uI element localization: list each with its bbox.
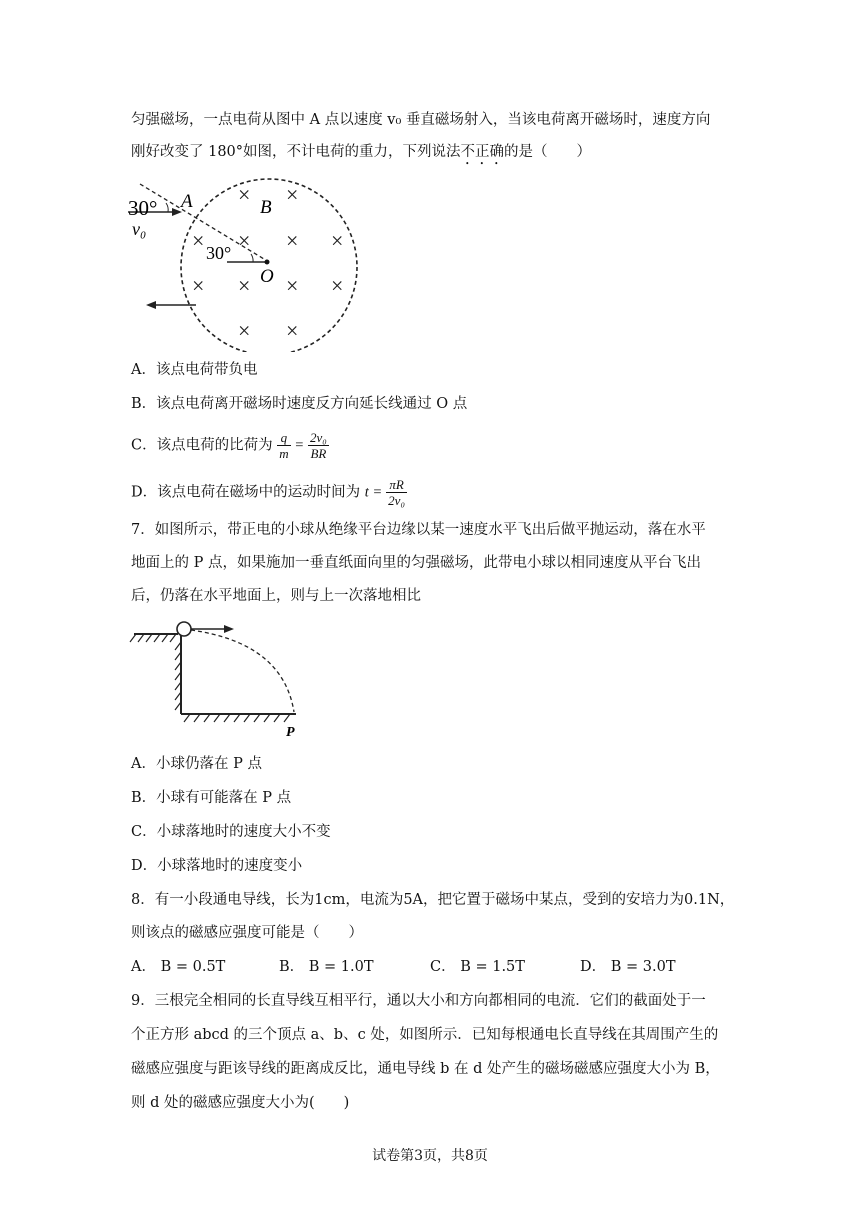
field-cross: × <box>286 318 299 343</box>
q6-stem-line-1: 匀强磁场，一点电荷从图中 A 点以速度 v₀ 垂直磁场射入，当该电荷离开磁场时，速度方向 <box>131 112 711 128</box>
q6-emphasis: 不正确 <box>460 144 505 160</box>
q6-stem-line-2 <box>131 142 591 168</box>
q8-option-a: A． B = 0.5T <box>131 959 226 975</box>
q6-option-c-rhs-fraction: $\frac{\text{2v₀}}{BR}$ <box>310 430 327 461</box>
q7-option-a: A．小球仍落在 P 点 <box>131 756 262 772</box>
q6-figure-magnetic-field <box>120 172 370 352</box>
q7-stem-line-2: 地面上的 P 点，如果施加一垂直纸面向里的匀强磁场，此带电小球以相同速度从平台飞出 <box>131 555 701 571</box>
q7-figure-platform <box>128 618 308 740</box>
field-cross: × <box>192 228 205 253</box>
field-cross: × <box>192 273 205 298</box>
q8-option-c: C． B = 1.5T <box>430 959 525 975</box>
page-footer: 试卷第3页，共8页 <box>372 1148 488 1164</box>
q6-stem-text: 刚好改变了 180°如图，不计电荷的重力，下列说法 <box>131 144 461 160</box>
q6-option-a: A．该点电荷带负电 <box>131 362 258 378</box>
field-cross: × <box>238 273 251 298</box>
field-cross: × <box>238 318 251 343</box>
q6-option-c-text: C．该点电荷的比荷为 <box>131 437 273 454</box>
q6-option-d-fraction: $\frac{\pi R}{\text{2v₀}}$ <box>388 477 405 508</box>
field-cross: × <box>286 273 299 298</box>
q8-option-d: D． B = 3.0T <box>580 959 676 975</box>
field-cross: × <box>238 228 251 253</box>
q7-option-b: B．小球有可能落在 P 点 <box>131 790 292 806</box>
q6-angle-left-label: 30° <box>128 196 158 220</box>
q6-center-o-label: O <box>260 266 274 287</box>
q6-option-d: D．该点电荷在磁场中的运动时间为 t = $\frac{\pi R}{\text{2v₀}}$ <box>131 477 405 508</box>
q6-field-b-label: B <box>260 197 272 218</box>
q9-stem-line-2: 个正方形 abcd 的三个顶点 a、b、c 处，如图所示．已知每根通电长直导线在其周围产生的 <box>131 1027 719 1043</box>
q9-stem-line-1: 9．三根完全相同的长直导线互相平行，通以大小和方向都相同的电流．它们的截面处于一 <box>131 993 706 1009</box>
q8-stem-line-1: 8．有一小段通电导线，长为1cm，电流为5A，把它置于磁场中某点，受到的安培力为0.1N， <box>131 892 735 908</box>
q6-option-d-text: D．该点电荷在磁场中的运动时间为 <box>131 484 361 501</box>
field-cross: × <box>331 273 344 298</box>
q7-stem-line-1: 7．如图所示，带正电的小球从绝缘平台边缘以某一速度水平飞出后做平抛运动，落在水平 <box>131 522 706 538</box>
field-cross: × <box>331 228 344 253</box>
q6-point-a-label: A <box>181 191 193 212</box>
field-cross: × <box>238 182 251 207</box>
field-cross: × <box>286 228 299 253</box>
q9-stem-line-3: 磁感应强度与距该导线的距离成反比，通电导线 b 在 d 处产生的磁场磁感应强度大小为 B， <box>131 1061 720 1077</box>
q6-v0-label: v₀ <box>132 219 147 239</box>
q6-angle-center-label: 30° <box>206 243 232 263</box>
q6-option-c-lhs-fraction: $\frac{q}{m}$ <box>279 430 289 461</box>
field-cross: × <box>286 182 299 207</box>
q6-option-b: B．该点电荷离开磁场时速度反方向延长线通过 O 点 <box>131 396 468 412</box>
q7-option-d: D．小球落地时的速度变小 <box>131 858 303 874</box>
q9-stem-line-4: 则 d 处的磁感应强度大小为( ) <box>131 1095 350 1111</box>
q8-stem-line-2: 则该点的磁感应强度可能是（ ） <box>131 925 363 941</box>
q7-point-p-label: P <box>286 725 295 740</box>
q6-option-c: C．该点电荷的比荷为 $\frac{q}{m}$ = $\frac{\text{2v₀}}{BR}$ <box>131 430 327 461</box>
q7-option-c: C．小球落地时的速度大小不变 <box>131 824 331 840</box>
q7-stem-line-3: 后，仍落在水平地面上，则与上一次落地相比 <box>131 588 421 604</box>
q8-option-b: B． B = 1.0T <box>279 959 374 975</box>
q6-stem-tail: 的是（ ） <box>504 144 592 160</box>
